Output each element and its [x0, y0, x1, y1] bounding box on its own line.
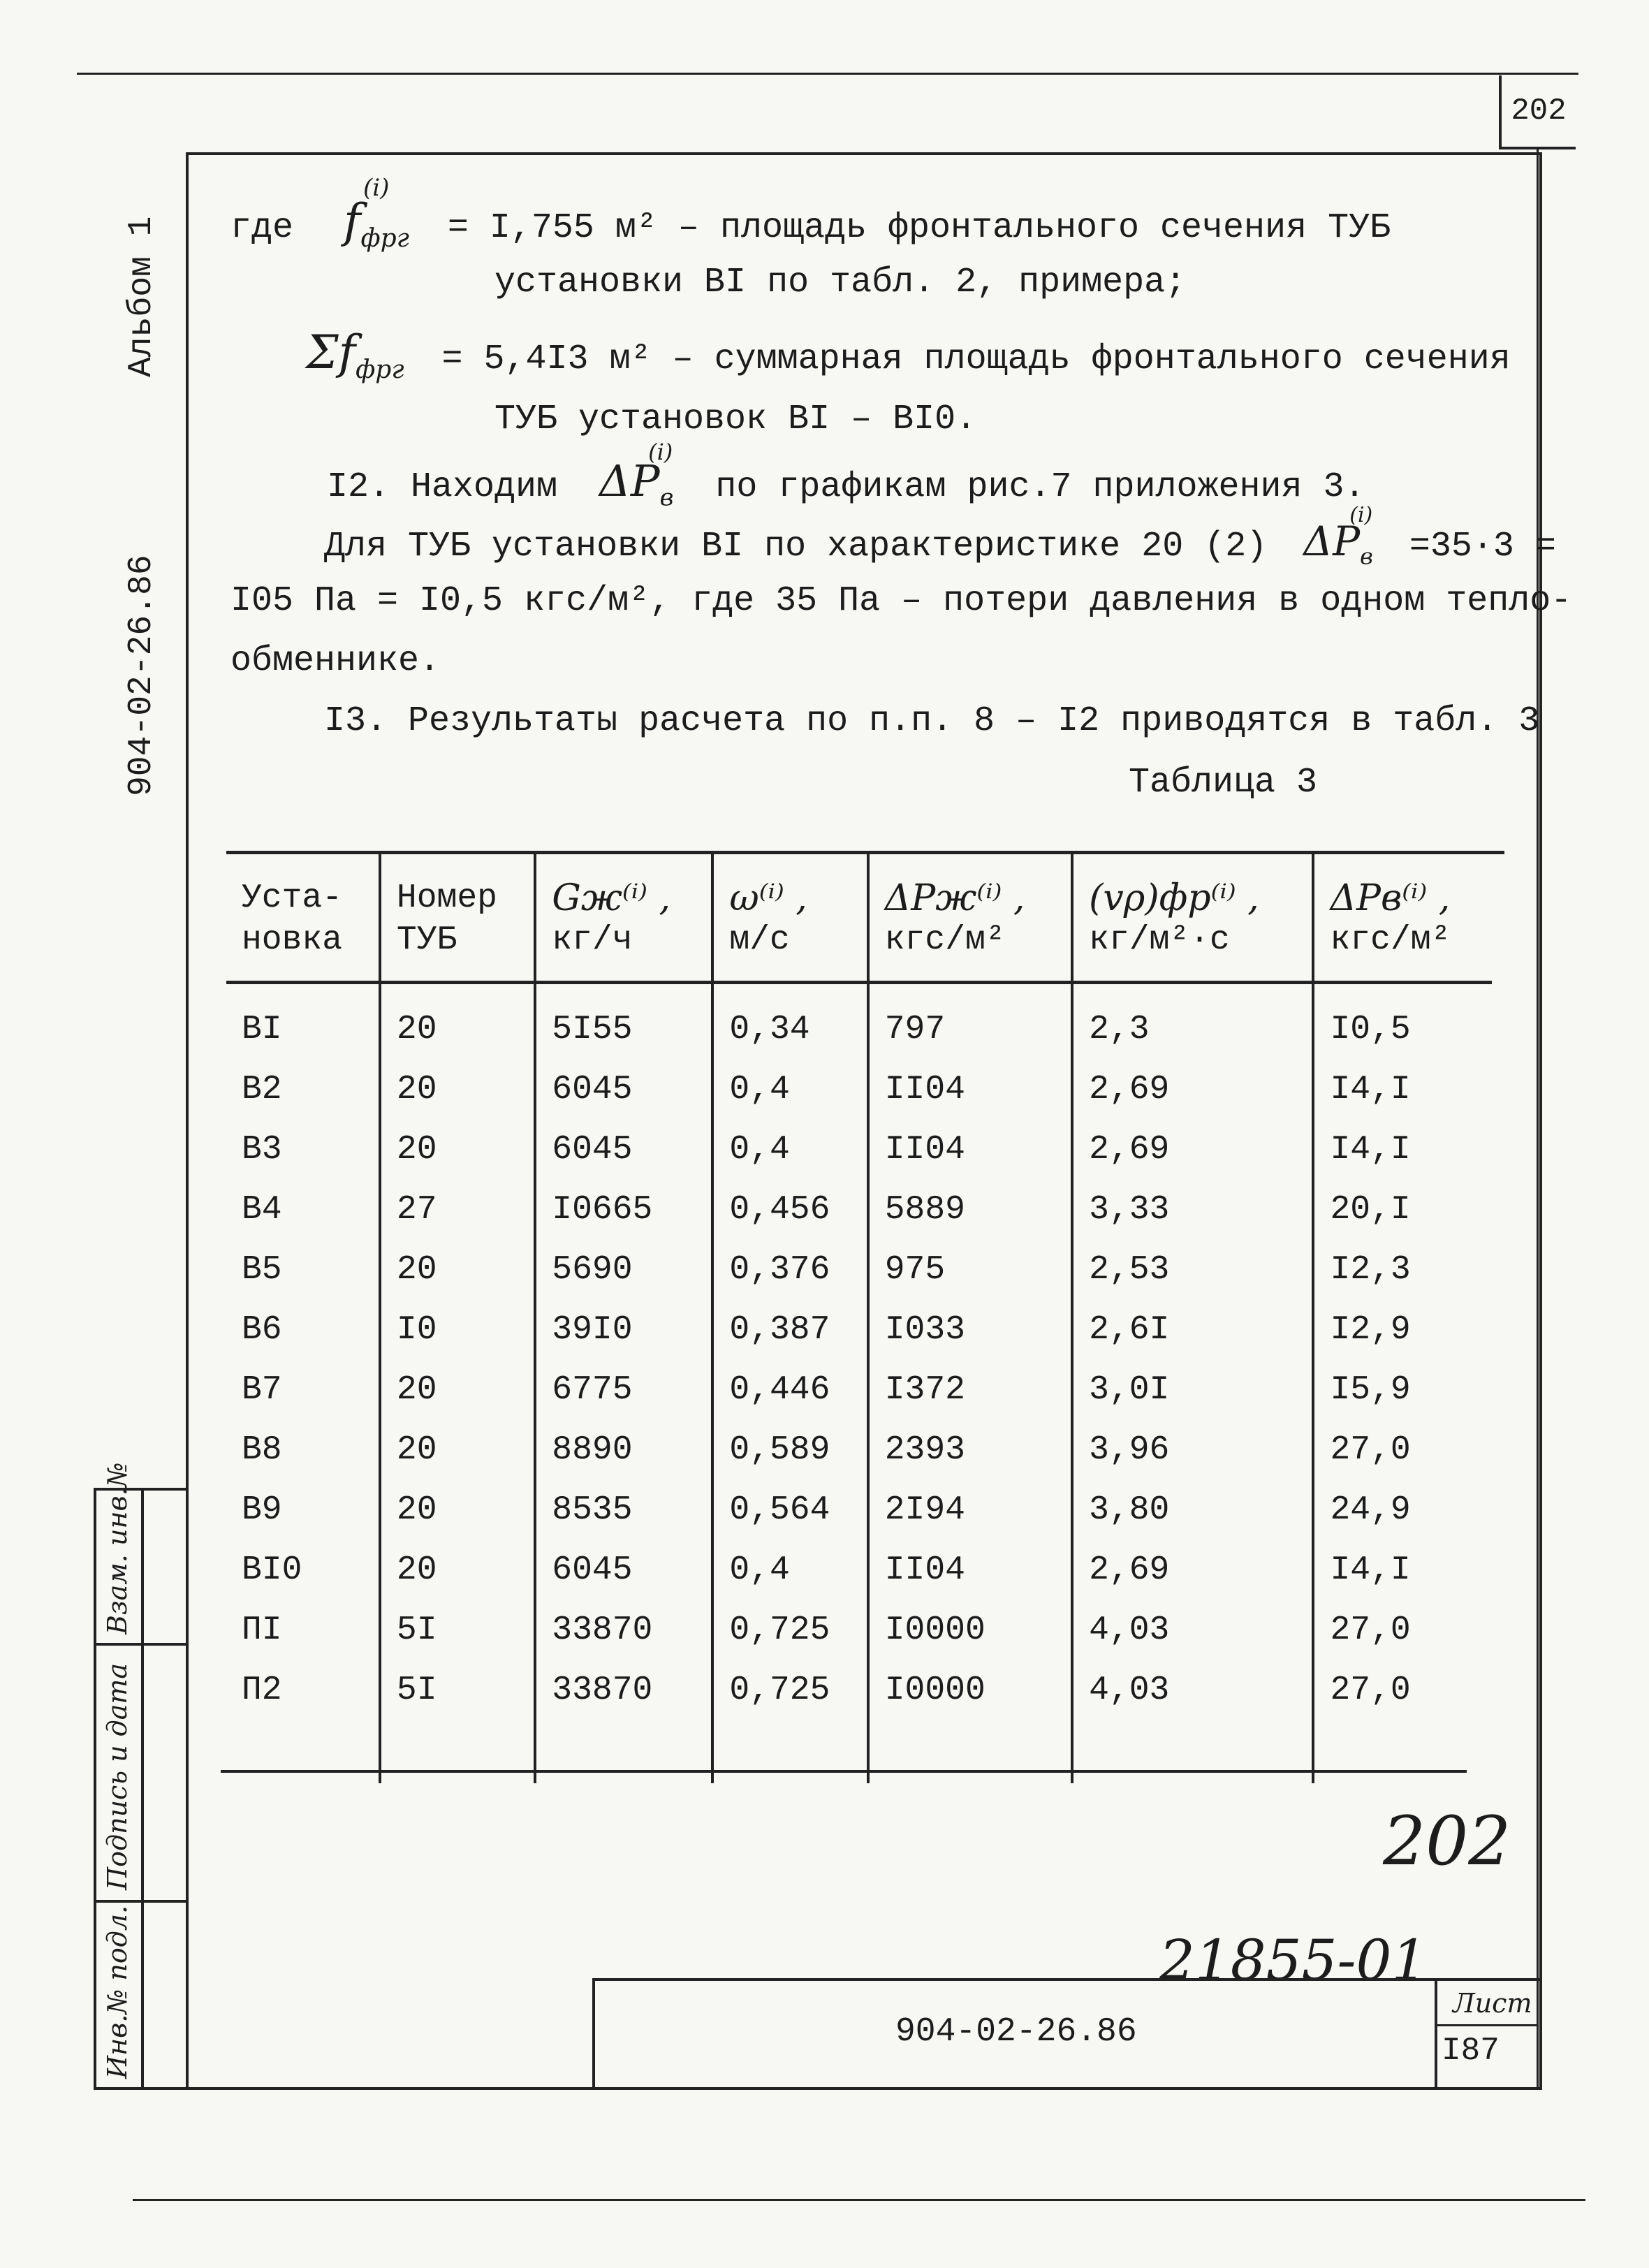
line-2: установки BI по табл. 2, примера; — [494, 263, 1187, 302]
album-label: Альбом 1 — [123, 216, 161, 377]
table-row — [226, 1600, 1492, 1660]
table-row — [226, 1480, 1492, 1540]
table-cell: 0,725 — [712, 1660, 867, 1720]
title-block-sheet-rule — [1435, 2024, 1537, 2026]
table-header-row — [226, 852, 1492, 983]
table-cell: 2,69 — [1072, 1540, 1313, 1600]
table-spacer-row — [226, 1720, 1492, 1783]
handwritten-archive-number: 21855-01 — [1159, 1928, 1428, 1993]
f-symbol: $f_{фрг}$ (i) — [344, 174, 409, 254]
header-line-2: кг/ч — [552, 921, 633, 959]
table-row — [226, 1060, 1492, 1120]
sum-f-symbol: $\Sigma f_{фрг}$ — [306, 325, 404, 385]
side-stamp-text-2: Подпись и дата — [102, 1662, 133, 1890]
table-cell: 6045 — [535, 1060, 712, 1120]
title-block-divider — [1435, 1978, 1437, 2087]
table-cell: B5 — [242, 1251, 282, 1289]
table-cell: 3,0I — [1072, 1360, 1313, 1420]
table-cell: I033 — [868, 1300, 1072, 1360]
line-6: Для ТУБ установки BI по характеристике 20 (2) $\Delta P_в$ (i) =35·3 = — [324, 503, 1556, 570]
table-cell: 33870 — [535, 1660, 712, 1720]
table-row — [226, 983, 1492, 1060]
handwritten-page-number: 202 — [1383, 1802, 1511, 1880]
table-cell: I0 — [380, 1300, 535, 1360]
table-cell: 4,03 — [1072, 1600, 1313, 1660]
table-cell: 20 — [380, 1540, 535, 1600]
table-cell: 0,4 — [712, 1540, 867, 1600]
table-header-cell — [226, 852, 380, 983]
table-cell: I2,9 — [1313, 1300, 1492, 1360]
table-cell: I0000 — [868, 1600, 1072, 1660]
table-header-cell — [380, 852, 535, 983]
table-row — [226, 1120, 1492, 1180]
top-page-line — [77, 73, 1578, 75]
table-cell: 27 — [380, 1180, 535, 1240]
table-cell: II04 — [868, 1060, 1072, 1120]
table-cell: ПI — [242, 1611, 282, 1649]
table-cell: B3 — [242, 1131, 282, 1169]
table-cell: 5I — [380, 1660, 535, 1720]
frame-right-double-line — [1537, 147, 1539, 2088]
table-cell: 2,3 — [1072, 983, 1313, 1060]
table-cell: 8535 — [535, 1480, 712, 1540]
table-cell: 20 — [380, 1060, 535, 1120]
table-cell: 20 — [380, 1420, 535, 1480]
line-8: обменнике. — [230, 641, 441, 681]
table-cell: 20 — [380, 1480, 535, 1540]
table-cell: 20 — [380, 1240, 535, 1300]
table-cell: 5889 — [868, 1180, 1072, 1240]
table-cell: 0,34 — [712, 983, 867, 1060]
page-number-box — [1499, 75, 1576, 149]
table-spacer-cell — [535, 1720, 712, 1783]
side-stamp-text-1: Инв.№ подл. — [102, 1905, 133, 2079]
table-spacer-cell — [1072, 1720, 1313, 1783]
sheet-label: Лист — [1453, 1988, 1532, 2019]
table-cell: 0,564 — [712, 1480, 867, 1540]
line-9: I3. Результаты расчета по п.п. 8 – I2 приводятся в табл. 3 — [324, 701, 1540, 741]
sheet-number: I87 — [1442, 2033, 1500, 2069]
table-cell: II04 — [868, 1120, 1072, 1180]
table-cell: BI — [242, 1011, 282, 1048]
table-cell: 0,456 — [712, 1180, 867, 1240]
table-caption: Таблица 3 — [1129, 763, 1318, 803]
table-cell: 797 — [868, 983, 1072, 1060]
table-cell: 5I55 — [535, 983, 712, 1060]
table-cell: 0,725 — [712, 1600, 867, 1660]
table-spacer-cell — [868, 1720, 1072, 1783]
header-line-1: Номер — [396, 879, 497, 917]
header-line-1: ΔPж⁽ⁱ⁾ , — [884, 877, 1025, 919]
header-line-2: ТУБ — [396, 921, 457, 959]
table-bottom-rule — [221, 1770, 1467, 1773]
table-cell: 0,4 — [712, 1060, 867, 1120]
table-cell: B9 — [242, 1491, 282, 1529]
table-spacer-cell — [380, 1720, 535, 1783]
table-cell: II04 — [868, 1540, 1072, 1600]
side-stamp-text-3: Взам. инв.№ — [102, 1462, 133, 1634]
bottom-page-line — [133, 2199, 1585, 2201]
table-cell: 20 — [380, 1120, 535, 1180]
table-header-cell — [712, 852, 867, 983]
where-word: где — [230, 208, 294, 248]
table-cell: I0665 — [535, 1180, 712, 1240]
table-row — [226, 1240, 1492, 1300]
delta-p-symbol: $\Delta P_в$ (i) — [599, 439, 674, 512]
table-cell: 39I0 — [535, 1300, 712, 1360]
results-table — [226, 852, 1492, 1783]
table-cell: B8 — [242, 1431, 282, 1469]
table-cell: 2,53 — [1072, 1240, 1313, 1300]
table-cell: 5I — [380, 1600, 535, 1660]
delta-p-symbol-2: $\Delta P_в$ (i) — [1303, 503, 1373, 570]
table-cell: 0,446 — [712, 1360, 867, 1420]
table-cell: B7 — [242, 1371, 282, 1409]
side-stamp-divider — [141, 1491, 144, 2087]
table-cell: 3,96 — [1072, 1420, 1313, 1480]
table-cell: B6 — [242, 1311, 282, 1349]
table-header-cell — [535, 852, 712, 983]
table-cell: BI0 — [242, 1551, 302, 1589]
header-line-2: кгс/м² — [1330, 921, 1451, 959]
table-cell: 4,03 — [1072, 1660, 1313, 1720]
line-1 — [230, 174, 1391, 259]
table-cell: 6775 — [535, 1360, 712, 1420]
table-cell: 8890 — [535, 1420, 712, 1480]
table-cell: 20,I — [1313, 1180, 1492, 1240]
table-cell: 27,0 — [1313, 1660, 1492, 1720]
table-cell: 24,9 — [1313, 1480, 1492, 1540]
table-cell: I4,I — [1313, 1060, 1492, 1120]
table-cell: I4,I — [1313, 1120, 1492, 1180]
table-row — [226, 1360, 1492, 1420]
table-cell: П2 — [242, 1671, 282, 1709]
area-definition: = I,755 м² – площадь фронтального сечения ТУБ — [447, 208, 1391, 248]
table-body — [226, 983, 1492, 1784]
table-row — [226, 1300, 1492, 1360]
header-line-1: (vρ)фр⁽ⁱ⁾ , — [1089, 877, 1259, 919]
table-cell: 0,4 — [712, 1120, 867, 1180]
table-row — [226, 1660, 1492, 1720]
line-5: I2. Находим $\Delta P_в$ (i) по графикам рис.7 приложения 3. — [327, 439, 1365, 512]
table-cell: 5690 — [535, 1240, 712, 1300]
table-spacer-cell — [1313, 1720, 1492, 1783]
line-7: I05 Па = I0,5 кгс/м², где 35 Па – потери давления в одном тепло- — [230, 581, 1572, 621]
page-number: 202 — [1511, 94, 1567, 129]
table-cell: 6045 — [535, 1120, 712, 1180]
header-line-2: кг/м²·с — [1089, 921, 1230, 959]
table-cell: 27,0 — [1313, 1600, 1492, 1660]
table-spacer-cell — [712, 1720, 867, 1783]
table-cell: I0000 — [868, 1660, 1072, 1720]
table-cell: I4,I — [1313, 1540, 1492, 1600]
side-stamp-rule-2 — [96, 1900, 187, 1903]
table-cell: I5,9 — [1313, 1360, 1492, 1420]
table-cell: I2,3 — [1313, 1240, 1492, 1300]
header-line-2: новка — [242, 921, 343, 959]
table-header-cell — [1313, 852, 1492, 983]
table-cell: I0,5 — [1313, 983, 1492, 1060]
table-cell: 2393 — [868, 1420, 1072, 1480]
line-4: ТУБ установок BI – BI0. — [494, 400, 977, 439]
table-cell: 3,33 — [1072, 1180, 1313, 1240]
table-cell: B4 — [242, 1191, 282, 1229]
table-cell: 33870 — [535, 1600, 712, 1660]
table-cell: 2,6I — [1072, 1300, 1313, 1360]
header-line-1: Gж⁽ⁱ⁾ , — [552, 877, 670, 919]
header-line-1: ω⁽ⁱ⁾ , — [729, 877, 807, 919]
table-cell: 975 — [868, 1240, 1072, 1300]
table-cell: 2I94 — [868, 1480, 1072, 1540]
table-row — [226, 1180, 1492, 1240]
header-line-2: м/с — [729, 921, 790, 959]
table-spacer-cell — [226, 1720, 380, 1783]
side-stamp-rule-1 — [96, 1643, 187, 1646]
table-cell: 0,589 — [712, 1420, 867, 1480]
margin-doc-code: 904-02-26.86 — [123, 555, 161, 796]
table-cell: 0,387 — [712, 1300, 867, 1360]
line-3 — [306, 325, 1511, 390]
table-cell: 2,69 — [1072, 1120, 1313, 1180]
table-cell: B2 — [242, 1071, 282, 1109]
table-header-cell — [1072, 852, 1313, 983]
table-cell: 6045 — [535, 1540, 712, 1600]
table-cell: 20 — [380, 1360, 535, 1420]
table-cell: 20 — [380, 983, 535, 1060]
header-line-1: ΔPв⁽ⁱ⁾ , — [1330, 877, 1451, 919]
header-line-2: кгс/м² — [884, 921, 1006, 959]
table-header-cell — [868, 852, 1072, 983]
table-row — [226, 1420, 1492, 1480]
header-line-1: Уста- — [242, 879, 343, 917]
table-cell: 2,69 — [1072, 1060, 1313, 1120]
table-cell: 3,80 — [1072, 1480, 1313, 1540]
stamp-doc-code: 904-02-26.86 — [895, 2013, 1137, 2051]
total-area-definition: = 5,4I3 м² – суммарная площадь фронтального сечения — [441, 339, 1511, 379]
table-row — [226, 1540, 1492, 1600]
table-cell: I372 — [868, 1360, 1072, 1420]
table-cell: 27,0 — [1313, 1420, 1492, 1480]
table-cell: 0,376 — [712, 1240, 867, 1300]
